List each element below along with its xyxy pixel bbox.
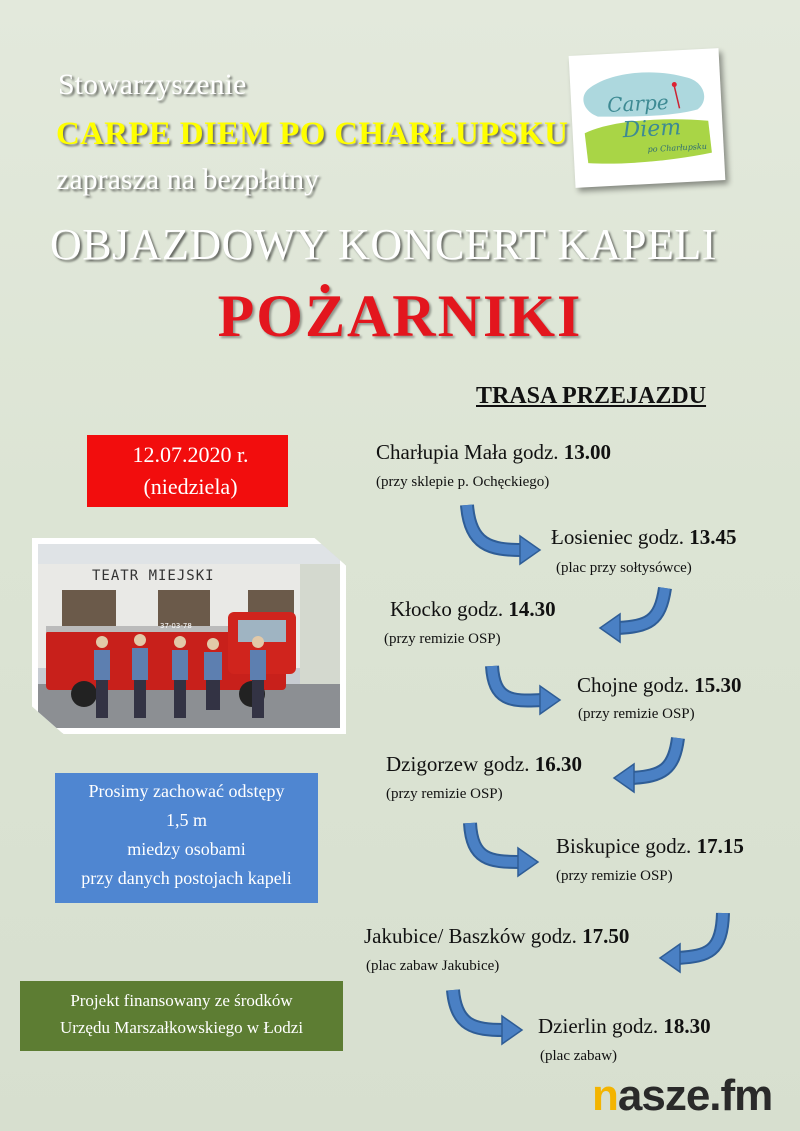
route-stop-note: (przy remizie OSP) [386, 786, 503, 802]
route-stop-note: (plac zabaw) [540, 1048, 618, 1064]
arrow-head-icon [600, 614, 620, 642]
route-stop-time: 13.00 [563, 440, 612, 464]
route-stop-time: 16.30 [534, 752, 582, 776]
event-headline: OBJAZDOWY KONCERT KAPELI [50, 220, 717, 269]
truck-plate: 37-03-78 [160, 622, 192, 630]
route-stop-time: 15.30 [694, 673, 742, 697]
route-stop-name: Charłupia Mała godz. 13.00 [376, 440, 612, 464]
arrow-head-icon [540, 686, 560, 714]
notice-line: przy danych postojach kapeli [81, 868, 292, 888]
logo-word-charlupsku: po Charłupsku [647, 141, 708, 155]
route-stop-time: 13.45 [689, 525, 737, 549]
route-stop-note: (przy remizie OSP) [578, 706, 695, 722]
nasze-fm-logo [592, 1071, 772, 1121]
notice-line: Prosimy zachować odstępy [88, 781, 285, 801]
route-stop-note: (przy remizie OSP) [384, 631, 501, 647]
route-stop-time: 18.30 [663, 1014, 711, 1038]
brand-n: n [592, 1071, 618, 1120]
route-stop-note: (plac przy sołtysówce) [556, 560, 692, 576]
route-stop-name: Dzigorzew godz. 16.30 [386, 752, 582, 776]
route-stop-time: 17.15 [696, 834, 744, 858]
funding-line: Urzędu Marszałkowskiego w Łodzi [59, 1018, 304, 1037]
notice-line: 1,5 m [165, 810, 207, 830]
route-stop-name: Jakubice/ Baszków godz. 17.50 [364, 924, 630, 948]
funding-line: Projekt finansowany ze środków [70, 991, 293, 1010]
route-stop-name: Dzierlin godz. 18.30 [538, 1014, 711, 1038]
arrow-head-icon [614, 764, 634, 792]
band-name: POŻARNIKI [217, 283, 583, 349]
logo-word-carpe: Carpe [606, 89, 670, 118]
arrow-head-icon [660, 944, 680, 972]
arrow-head-icon [502, 1016, 522, 1044]
route-stop-time: 17.50 [582, 924, 630, 948]
logo-word-diem: Diem [621, 115, 682, 144]
arrow-head-icon [520, 536, 540, 564]
route-stop-name: Chojne godz. 15.30 [577, 673, 742, 697]
event-day: (niedziela) [143, 474, 238, 499]
invitation-text: zaprasza na bezpłatny [56, 163, 320, 196]
theatre-sign: TEATR MIEJSKI [92, 568, 215, 584]
route-stop-name: Biskupice godz. 17.15 [556, 834, 744, 858]
route-stop-note: (przy sklepie p. Ochęckiego) [376, 474, 550, 490]
brand-rest: asze.fm [617, 1071, 773, 1120]
route-title: TRASA PRZEJAZDU [476, 383, 707, 409]
route-stop-note: (przy remizie OSP) [556, 868, 673, 884]
route-stop-name: Łosieniec godz. 13.45 [551, 525, 737, 549]
notice-line: miedzy osobami [127, 839, 246, 859]
route-stop-note: (plac zabaw Jakubice) [366, 958, 500, 974]
event-date: 12.07.2020 r. [132, 442, 249, 467]
arrow-head-icon [518, 848, 538, 876]
organization-label: Stowarzyszenie [58, 68, 247, 101]
organization-name: CARPE DIEM PO CHARŁUPSKU [56, 116, 569, 152]
route-stop-time: 14.30 [508, 597, 556, 621]
route-stop-name: Kłocko godz. 14.30 [390, 597, 556, 621]
